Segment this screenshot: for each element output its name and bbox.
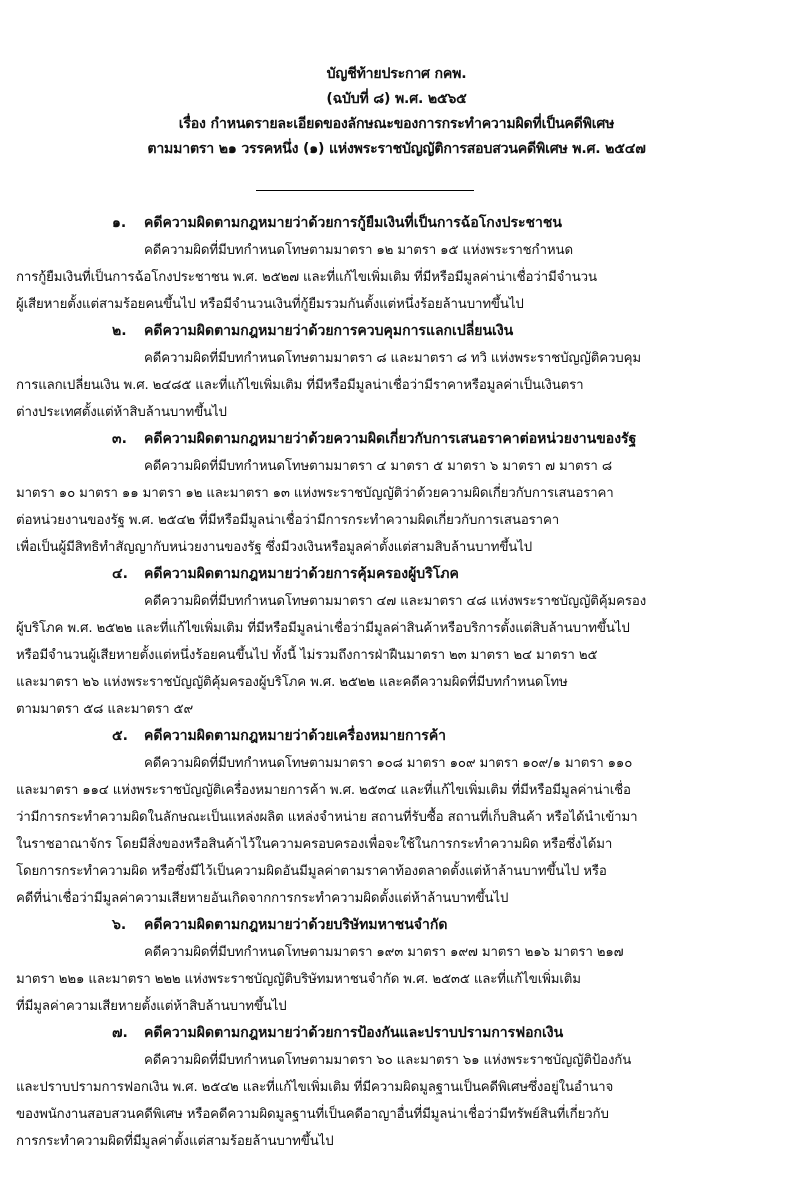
section-number: ๒. [112, 323, 127, 339]
paragraph-line: คดีความผิดที่มีบทกำหนดโทษตามมาตรา ๑๐๘ มาตรา ๑๐๙ มาตรา ๑๐๙/๑ มาตรา ๑๑๐ [144, 756, 633, 771]
section-number: ๕. [112, 728, 128, 744]
section-number: ๔. [112, 566, 128, 582]
section-number: ๗. [112, 1025, 128, 1041]
section-title: คดีความผิดตามกฎหมายว่าด้วยบริษัทมหาชนจำกัด [144, 917, 448, 933]
header-reference: ตามมาตรา ๒๑ วรรคหนึ่ง (๑) แห่งพระราชบัญญัติการสอบสวนคดีพิเศษ พ.ศ. ๒๕๔๗ [147, 141, 646, 157]
paragraph-line: คดีที่น่าเชื่อว่ามีมูลค่าความเสียหายอันเกิดจากการกระทำความผิดตั้งแต่ห้าล้านบาทขึ้นไป [16, 891, 509, 906]
paragraph-line: คดีความผิดที่มีบทกำหนดโทษตามมาตรา ๔๗ และมาตรา ๔๘ แห่งพระราชบัญญัติคุ้มครอง [144, 594, 647, 609]
paragraph-line: หรือมีจำนวนผู้เสียหายตั้งแต่หนึ่งร้อยคนขึ้นไป ทั้งนี้ ไม่รวมถึงการฝ่าฝืนมาตรา ๒๓ มาตรา ๒๔ มาตรา ๒๕ [16, 648, 598, 663]
section-heading [16, 723, 780, 750]
header-divider [256, 190, 474, 191]
section-heading [16, 1020, 780, 1047]
paragraph-line: ผู้เสียหายตั้งแต่สามร้อยคนขึ้นไป หรือมีจำนวนเงินที่กู้ยืมรวมกันตั้งแต่หนึ่งร้อยล้านบาทขึ้นไป [16, 297, 524, 312]
section-1 [16, 210, 780, 318]
paragraph-line: ต่างประเทศตั้งแต่ห้าสิบล้านบาทขึ้นไป [16, 405, 227, 420]
section-number: ๖. [112, 917, 127, 933]
section-heading [16, 426, 780, 453]
paragraph-line: และมาตรา ๑๑๔ แห่งพระราชบัญญัติเครื่องหมายการค้า พ.ศ. ๒๕๓๔ และที่แก้ไขเพิ่มเติม ที่มีหรือมีมูลค่าน่าเชื่อ [16, 783, 631, 798]
section-heading [16, 318, 780, 345]
section-heading [16, 912, 780, 939]
paragraph-line: การแลกเปลี่ยนเงิน พ.ศ. ๒๔๘๕ และที่แก้ไขเพิ่มเติม ที่มีหรือมีมูลน่าเชื่อว่ามีราคาหรือมูลค่าเป็นเงินตรา [16, 378, 584, 393]
paragraph-line: ผู้บริโภค พ.ศ. ๒๕๒๒ และที่แก้ไขเพิ่มเติม ที่มีหรือมีมูลน่าเชื่อว่ามีมูลค่าสินค้าหรือบริการตั้งแต่สิบล้านบาทขึ้นไป [16, 621, 630, 636]
header-issue: (ฉบับที่ ๘) พ.ศ. ๒๕๖๕ [326, 91, 467, 107]
paragraph-line: คดีความผิดที่มีบทกำหนดโทษตามมาตรา ๔ มาตรา ๕ มาตรา ๖ มาตรา ๗ มาตรา ๘ [144, 459, 612, 474]
section-number: ๓. [112, 431, 127, 447]
paragraph-line: การกู้ยืมเงินที่เป็นการฉ้อโกงประชาชน พ.ศ. ๒๕๒๗ และที่แก้ไขเพิ่มเติม ที่มีหรือมีมูลค่าน่าเชื่อว่ามีจำนวน [16, 270, 597, 285]
section-2 [16, 318, 780, 426]
document-header [0, 62, 793, 162]
paragraph-line: และปราบปรามการฟอกเงิน พ.ศ. ๒๕๔๒ และที่แก้ไขเพิ่มเติม ที่มีความผิดมูลฐานเป็นคดีพิเศษซึ่งอยู่ในอำนาจ [16, 1080, 614, 1095]
section-heading [16, 210, 780, 237]
section-title: คดีความผิดตามกฎหมายว่าด้วยเครื่องหมายการค้า [144, 728, 447, 744]
section-title: คดีความผิดตามกฎหมายว่าด้วยการกู้ยืมเงินที่เป็นการฉ้อโกงประชาชน [144, 215, 562, 231]
header-title: บัญชีท้ายประกาศ กคพ. [326, 66, 467, 82]
paragraph-line: การกระทำความผิดที่มีมูลค่าตั้งแต่สามร้อยล้านบาทขึ้นไป [16, 1134, 334, 1149]
paragraph-line: มาตรา ๒๒๑ และมาตรา ๒๒๒ แห่งพระราชบัญญัติบริษัทมหาชนจำกัด พ.ศ. ๒๕๓๕ และที่แก้ไขเพิ่มเติม [16, 972, 581, 987]
header-subject: เรื่อง กำหนดรายละเอียดของลักษณะของการกระทำความผิดที่เป็นคดีพิเศษ [178, 116, 615, 132]
section-number: ๑. [112, 215, 127, 231]
paragraph-line: มาตรา ๑๐ มาตรา ๑๑ มาตรา ๑๒ และมาตรา ๑๓ แห่งพระราชบัญญัติว่าด้วยความผิดเกี่ยวกับการเสนอราคา [16, 486, 614, 501]
section-7 [16, 1020, 780, 1155]
paragraph-line: ในราชอาณาจักร โดยมีสิ่งของหรือสินค้าไว้ในความครอบครองเพื่อจะใช้ในการกระทำความผิด หรือซึ่งได้มา [16, 837, 613, 852]
paragraph-line: ว่ามีการกระทำความผิดในลักษณะเป็นแหล่งผลิต แหล่งจำหน่าย สถานที่รับซื้อ สถานที่เก็บสินค้า หรือได้นำเข้ามา [16, 810, 638, 825]
section-title: คดีความผิดตามกฎหมายว่าด้วยความผิดเกี่ยวกับการเสนอราคาต่อหน่วยงานของรัฐ [144, 431, 637, 447]
section-4 [16, 561, 780, 723]
paragraph-line: คดีความผิดที่มีบทกำหนดโทษตามมาตรา ๑๙๓ มาตรา ๑๙๗ มาตรา ๒๑๖ มาตรา ๒๑๗ [144, 945, 624, 960]
document-body [16, 210, 780, 1155]
section-5 [16, 723, 780, 912]
paragraph-line: คดีความผิดที่มีบทกำหนดโทษตามมาตรา ๘ และมาตรา ๘ ทวิ แห่งพระราชบัญญัติควบคุม [144, 351, 641, 366]
paragraph-line: และมาตรา ๒๖ แห่งพระราชบัญญัติคุ้มครองผู้บริโภค พ.ศ. ๒๕๒๒ และคดีความผิดที่มีบทกำหนดโทษ [16, 675, 568, 690]
section-3 [16, 426, 780, 561]
section-title: คดีความผิดตามกฎหมายว่าด้วยการคุ้มครองผู้บริโภค [144, 566, 459, 582]
paragraph-line: ต่อหน่วยงานของรัฐ พ.ศ. ๒๕๔๒ ที่มีหรือมีมูลน่าเชื่อว่ามีการกระทำความผิดเกี่ยวกับการเสนอราคา [16, 513, 560, 528]
paragraph-line: คดีความผิดที่มีบทกำหนดโทษตามมาตรา ๖๐ และมาตรา ๖๑ แห่งพระราชบัญญัติป้องกัน [144, 1053, 632, 1068]
paragraph-line: โดยการกระทำความผิด หรือซึ่งมีไว้เป็นความผิดอันมีมูลค่าตามราคาท้องตลาดตั้งแต่ห้าล้านบาทขึ้นไป หรือ [16, 864, 607, 879]
section-title: คดีความผิดตามกฎหมายว่าด้วยการควบคุมการแลกเปลี่ยนเงิน [144, 323, 514, 339]
paragraph-line: ของพนักงานสอบสวนคดีพิเศษ หรือคดีความผิดมูลฐานที่เป็นคดีอาญาอื่นที่มีมูลน่าเชื่อว่ามีทรัพย์สินที่เกี่ยวกับ [16, 1107, 609, 1122]
paragraph-line: คดีความผิดที่มีบทกำหนดโทษตามมาตรา ๑๒ มาตรา ๑๕ แห่งพระราชกำหนด [144, 243, 573, 258]
section-heading [16, 561, 780, 588]
section-title: คดีความผิดตามกฎหมายว่าด้วยการป้องกันและปราบปรามการฟอกเงิน [144, 1025, 564, 1041]
section-6 [16, 912, 780, 1020]
paragraph-line: ตามมาตรา ๕๘ และมาตรา ๕๙ [16, 702, 194, 717]
paragraph-line: ที่มีมูลค่าความเสียหายตั้งแต่ห้าสิบล้านบาทขึ้นไป [16, 999, 287, 1014]
paragraph-line: เพื่อเป็นผู้มีสิทธิทำสัญญากับหน่วยงานของรัฐ ซึ่งมีวงเงินหรือมูลค่าตั้งแต่สามสิบล้านบาทขึ้นไป [16, 540, 533, 555]
